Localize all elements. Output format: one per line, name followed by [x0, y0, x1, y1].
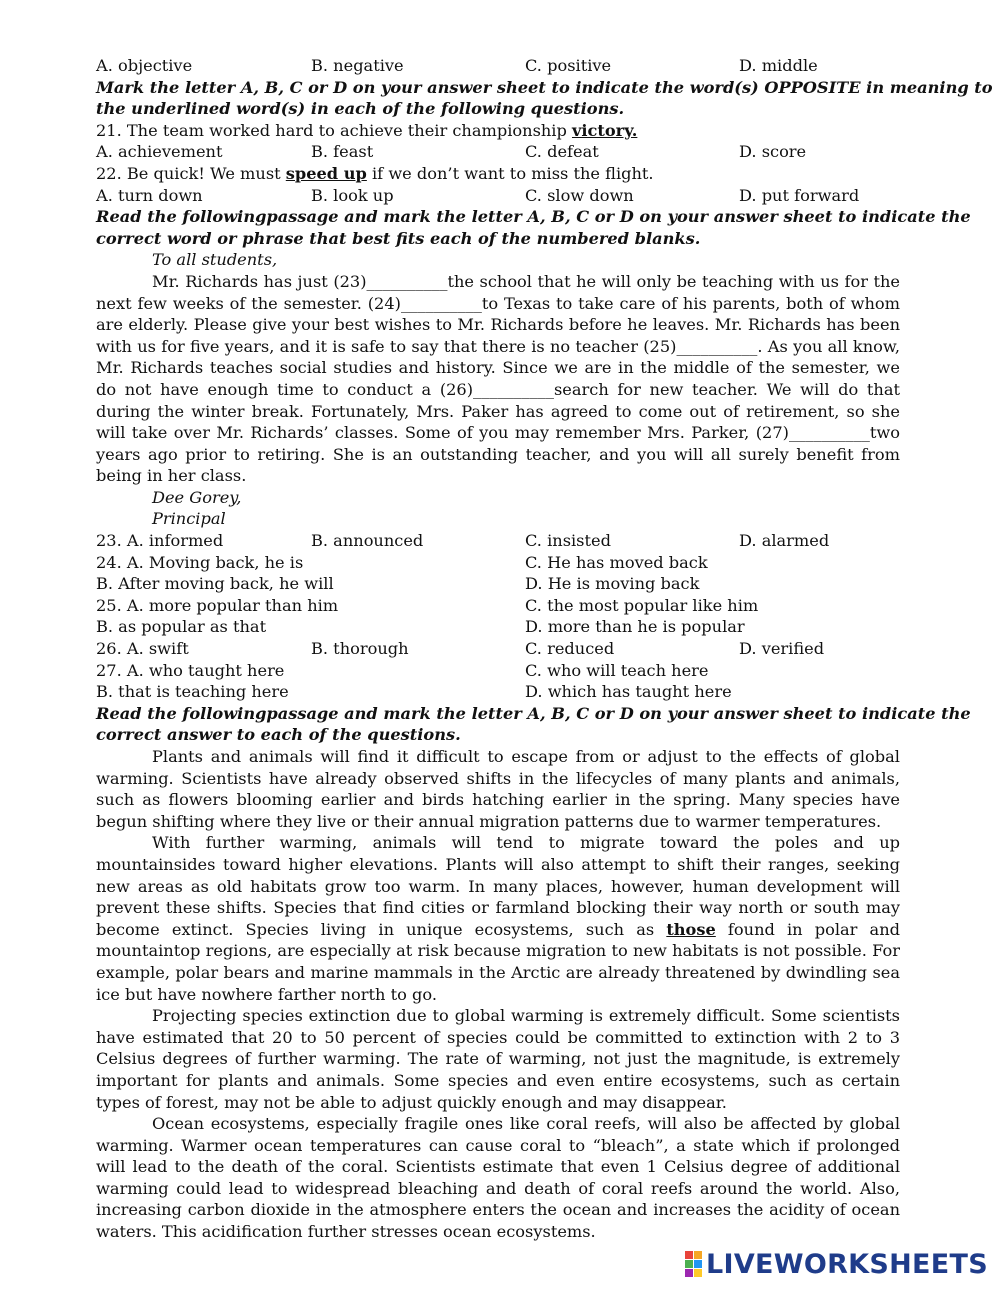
logo-block	[685, 1251, 693, 1259]
letter-salutation: To all students,	[152, 250, 278, 270]
option-d[interactable]: D. verified	[739, 639, 825, 659]
logo-block	[685, 1260, 693, 1268]
option-b[interactable]: B. thorough	[311, 639, 409, 659]
logo-block	[694, 1269, 702, 1277]
q21-stem	[96, 120, 900, 142]
letter-signature-name: Dee Gorey,	[152, 487, 242, 507]
option-d[interactable]: D. He is moving back	[525, 574, 700, 594]
option-d[interactable]: D. which has taught here	[525, 682, 732, 702]
logo-block	[685, 1269, 693, 1277]
option-d[interactable]: D. more than he is popular	[525, 617, 745, 637]
option-a[interactable]: 25. A. more popular than him	[96, 595, 339, 615]
letter-signature-title: Principal	[152, 509, 226, 529]
q26-options	[96, 638, 900, 660]
passage-paragraph-1: Plants and animals will find it difficult to escape from or adjust to the effects of global warming. Scientists have already observed shifts in the lifecycles of many plants and animals, such as flowers blooming earlier and birds hatching earlier in the spring. Many species have begun shifting where they live or their annual migration patterns due to warmer temperatures.	[96, 747, 900, 831]
logo-icon	[685, 1251, 702, 1277]
q21-options	[96, 141, 900, 163]
underlined-reference-word: those	[666, 919, 716, 939]
option-c[interactable]: C. insisted	[525, 531, 611, 551]
liveworksheets-logo	[685, 1247, 988, 1281]
letter-body: Mr. Richards has just (23)__________the school that he will only be teaching with us for the next few weeks of the semester. (24)__________to Texas to take care of his parents, both of whom are elderly. Please give your best wishes to Mr. Richards before he leaves. Mr. Richards has been with us for five years, and it is safe to say that there is no teacher (25)__________. As you all know, Mr. Richards teaches social studies and history. Since we are in the middle of the semester, we do not have enough time to conduct a (26)__________search for new teacher. We will do that during the winter break. Fortunately, Mrs. Paker has agreed to come out of retirement, so she will take over Mr. Richards’ classes. Some of you may remember Mrs. Parker, (27)__________two years ago prior to retiring. She is an outstanding teacher, and you will all surely benefit from being in her class.	[96, 271, 900, 486]
passage-paragraph-3: Projecting species extinction due to global warming is extremely difficult. Some scientists have estimated that 20 to 50 percent of species could be committed to extinction with 2 to 3 Celsius degrees of further warming. The rate of warming, not just the magnitude, is extremely important for plants and animals. Some species and even entire ecosystems, such as certain types of forest, may not be able to adjust quickly enough and may disappear.	[96, 1006, 900, 1112]
q25-options-row2	[96, 616, 900, 638]
option-d[interactable]: D. alarmed	[739, 531, 830, 551]
option-b[interactable]: B. that is teaching here	[96, 682, 289, 702]
option-b[interactable]: B. After moving back, he will	[96, 574, 334, 594]
option-b[interactable]: B. as popular as that	[96, 617, 267, 637]
option-c[interactable]: C. positive	[525, 56, 612, 75]
option-c[interactable]: C. slow down	[525, 185, 634, 205]
q22-text: 22. Be quick! We must	[96, 163, 286, 183]
paragraph-text: With further warming, animals will tend to migrate toward the poles and up mountainsides toward higher elevations. Plants will also attempt to shift their ranges, seeking new areas as old habitats grow too warm. In many places, however, human development will prevent these shifts. Species that find cities or farmland blocking their way north or south may become extinct. Species living in unique ecosystems, such as	[96, 833, 900, 939]
option-c[interactable]: C. He has moved back	[525, 552, 708, 572]
q27-options-row1	[96, 660, 900, 682]
q24-options-row1	[96, 552, 900, 574]
option-a[interactable]: A. achievement	[96, 142, 223, 162]
paragraph-text-end: found in polar and mountaintop regions, are especially at risk because migration to new habitats is not possible. For example, polar bears and marine mammals in the Arctic are already threatened by dwindling sea ice but have nowhere farther north to go.	[96, 919, 900, 1004]
option-c[interactable]: C. reduced	[525, 639, 615, 659]
logo-block	[694, 1260, 702, 1268]
option-a[interactable]: 27. A. who taught here	[96, 660, 285, 680]
q27-options-row2	[96, 681, 900, 703]
instruction-cloze-2: correct word or phrase that best fits each of the numbered blanks.	[96, 228, 701, 248]
option-b[interactable]: B. feast	[311, 142, 374, 162]
q22-text-end: if we don’t want to miss the flight.	[366, 163, 654, 183]
option-b[interactable]: B. negative	[311, 56, 404, 75]
instruction-reading-2: correct answer to each of the questions.	[96, 725, 461, 745]
passage-paragraph-2	[96, 832, 900, 1005]
option-b[interactable]: B. announced	[311, 531, 424, 551]
option-c[interactable]: C. defeat	[525, 142, 599, 162]
option-d[interactable]: D. score	[739, 142, 807, 162]
q22-options	[96, 185, 900, 207]
q20-options	[96, 55, 900, 77]
passage-paragraph-4: Ocean ecosystems, especially fragile ones like coral reefs, will also be affected by global warming. Warmer ocean temperatures can cause coral to “bleach”, a state which if prolonged will lead to the death of the coral. Scientists estimate that even 1 Celsius degree of additional warming could lead to widespread bleaching and death of coral reefs around the world. Also, increasing carbon dioxide in the atmosphere enters the ocean and increases the acidity of ocean waters. This acidification further stresses ocean ecosystems.	[96, 1114, 900, 1242]
instruction-opposite-1: Mark the letter A, B, C or D on your answer sheet to indicate the word(s) OPPOSITE in meaning to	[96, 77, 993, 97]
logo-text: LIVEWORKSHEETS	[705, 1248, 988, 1280]
worksheet-page	[96, 55, 993, 1243]
q21-underlined-word: victory.	[571, 120, 638, 140]
option-a[interactable]: 26. A. swift	[96, 639, 189, 659]
q24-options-row2	[96, 573, 900, 595]
q22-stem	[96, 163, 900, 185]
q22-underlined-word: speed up	[285, 163, 367, 183]
instruction-cloze-1: Read the followingpassage and mark the letter A, B, C or D on your answer sheet to indicate the	[96, 207, 971, 227]
option-a[interactable]: 23. A. informed	[96, 531, 224, 551]
instruction-reading-1: Read the followingpassage and mark the letter A, B, C or D on your answer sheet to indicate the	[96, 703, 971, 723]
q21-text: 21. The team worked hard to achieve their championship	[96, 120, 572, 140]
option-a[interactable]: A. objective	[96, 56, 193, 75]
instruction-opposite-2: the underlined word(s) in each of the following questions.	[96, 99, 625, 119]
option-a[interactable]: 24. A. Moving back, he is	[96, 552, 304, 572]
option-d[interactable]: D. put forward	[739, 185, 860, 205]
q23-options	[96, 530, 900, 552]
logo-block	[694, 1251, 702, 1259]
option-c[interactable]: C. who will teach here	[525, 660, 709, 680]
q25-options-row1	[96, 595, 900, 617]
option-c[interactable]: C. the most popular like him	[525, 595, 759, 615]
option-a[interactable]: A. turn down	[96, 185, 203, 205]
option-b[interactable]: B. look up	[311, 185, 394, 205]
option-d[interactable]: D. middle	[739, 56, 818, 75]
